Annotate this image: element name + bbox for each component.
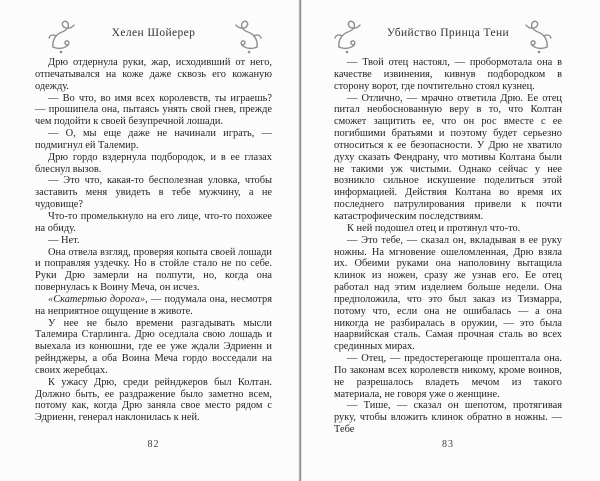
paragraph: К ужасу Дрю, среди рейнджеров был Колтан. Должно быть, ее раздражение было заметно всем, потому как, когда Дрю заняла свое место рядом с Эдриенн, генерал наклонилась к ней. <box>35 376 272 424</box>
paragraph: — Отлично, — мрачно ответила Дрю. Ее отец питал необоснованную веру в то, что Колтан сможет защитить ее, что он рос вместе с ее погибшими братьями и поэтому будет серьезно относиться к ее безопасности. У Дрю не хватило духу сказать Фендрану, что мотивы Колтана были не такими уж чистыми. Однако сейчас у нее возникло сильное искушение поделиться этой информацией. Действия Колтана во время их последнего патрулирования привели к почти катастрофическим последствиям. <box>334 92 562 222</box>
page-number: 83 <box>442 439 454 450</box>
paragraph: — Нет. <box>48 234 80 246</box>
paragraph: — Тише, — сказал он шепотом, протягивая руку, чтобы вложить клинок обратно в ножны. — Тебе <box>334 400 562 436</box>
paragraph: Дрю отдернула руки, жар, исходивший от него, отпечатывался на коже даже сквозь его кожаную одежду. <box>35 57 272 92</box>
paragraph: — О, мы еще даже не начинали играть, — подмигнул ей Талемир. <box>35 128 272 151</box>
paragraph: — Это тебе, — сказал он, вкладывая в ее руку ножны. На мгновение ошеломленная, Дрю взяла их. Обеими руками она наполовину вытащила клинок из ножен, сразу же узнав его. Ее отец работал над этим изделием больше недели. Она предположила, что это был заказ из Тизмарра, потому что, если она не ошибалась — а она никогда не разбиралась в оружии, — это была наарвийская сталь. Самая прочная сталь во всех срединных мирах. <box>334 234 562 353</box>
paragraph: Дрю гордо вздернула подбородок, и в ее глазах блеснул вызов. <box>35 151 272 175</box>
paragraph: «Скатертью дорога», — подумала она, несмотря на неприятное ощущение в животе. <box>35 293 272 317</box>
paragraph: — Во что, во имя всех королевств, ты играешь? — прошипела она, пытаясь унять свой гнев, прежде чем подойти к своей безупречной лошади. <box>35 92 272 128</box>
paragraph: — Это что, какая-то бесполезная уловка, чтобы заставить меня увидеть в тебе мужчину, а не чудовище? <box>35 175 272 211</box>
paragraph: Она отвела взгляд, проверяя копыта своей лошади и поправляя уздечку. Но в стойле стало не по себе. Руки Дрю замерли на полпути, но, когда она повернулась к Воину Меча, он исчез. <box>35 246 272 294</box>
running-header-author: Хелен Шойерер <box>111 27 196 39</box>
page-number: 82 <box>147 439 160 450</box>
running-header-title: Убийство Принца Тени <box>386 27 510 39</box>
paragraph: — Отец, — предостерегающе прошептала она. По законам всех королевств никому, кроме воинов, не разрешалось владеть мечом из такого материала, не говоря уже о женщине. <box>334 353 562 400</box>
paragraph: — Твой отец настоял, — пробормотала она в качестве извинения, кивнув подбородком в сторону ворот, где почтительно стоял кузнец. <box>334 57 562 92</box>
page-text <box>334 57 562 436</box>
right-page[interactable] <box>300 0 600 481</box>
page-text <box>35 57 272 424</box>
paragraph: У нее не было времени разгадывать мысли Талемира Старлинга. Дрю оседлала свою лошадь и выехала из конюшни, где ее уже ждали Эдриенн и рейнджеры, а оба Воина Меча гордо восседали на своих жеребцах. <box>35 317 272 376</box>
paragraph: К ней подошел отец и протянул что-то. <box>347 222 521 234</box>
paragraph: Что-то промелькнуло на его лице, что-то похожее на обиду. <box>35 210 272 234</box>
